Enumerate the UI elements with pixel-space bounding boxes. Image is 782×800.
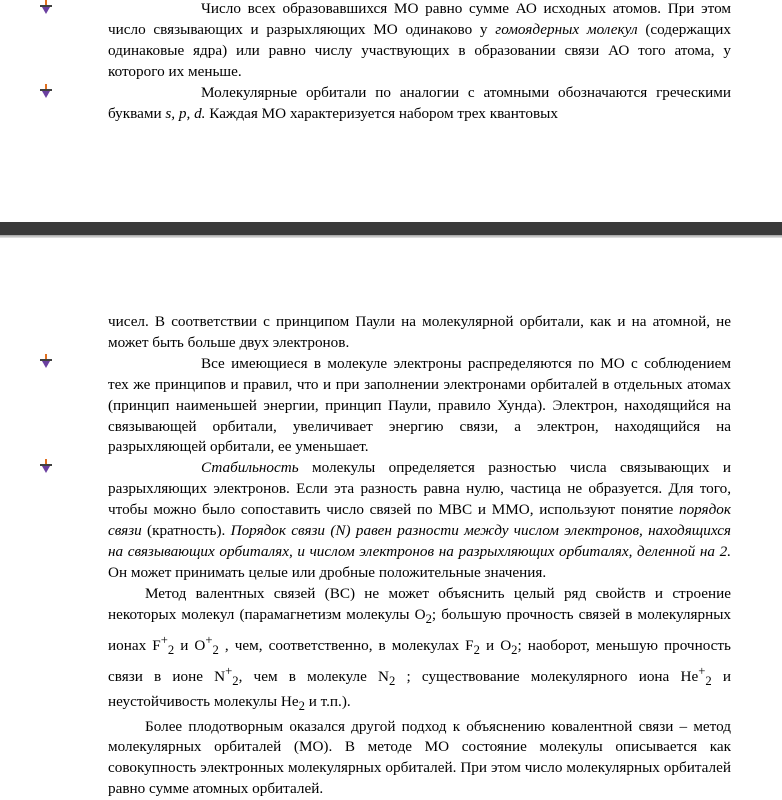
paragraph-mo-notation bbox=[108, 83, 731, 125]
paragraph-text: и O bbox=[174, 636, 206, 654]
paragraph-text: и т.п.). bbox=[304, 692, 351, 710]
italic-term: Стабильность bbox=[201, 459, 299, 477]
italic-term: s, p, d. bbox=[165, 104, 206, 122]
italic-term: гомоядерных молекул bbox=[495, 20, 638, 38]
subscript: 2 bbox=[473, 642, 480, 657]
paragraph-text: Молекулярные орбитали по аналогии с атомными обозначаются греческими буквами bbox=[108, 83, 731, 122]
paragraph-text: (содержащих одинаковые ядра) или равно числу участвующих в образовании связи АО того атома, у которого их меньше. bbox=[108, 20, 732, 80]
paragraph-text: Метод валентных связей (ВС) не может объяснить целый ряд свойств и строение некоторых молекул (парамагнетизм молекулы O bbox=[108, 584, 731, 623]
pushpin-bullet-icon bbox=[39, 0, 53, 16]
paragraph-pauli-continuation: чисел. В соответствии с принципом Паули на молекулярной орбитали, как и на атомной, не может быть больше двух электронов. bbox=[108, 313, 731, 351]
paragraph-text: Число всех образовавшихся МО равно сумме АО исходных атомов. При этом число связывающих и разрыхляющих МО одинаково у bbox=[108, 0, 731, 38]
pushpin-bullet-icon bbox=[39, 459, 53, 475]
paragraph-text: и O bbox=[479, 636, 512, 654]
paragraph-mo-count bbox=[108, 0, 731, 83]
text-block-top bbox=[108, 0, 731, 124]
superscript: + bbox=[225, 663, 233, 678]
subscript: 2 bbox=[298, 698, 305, 713]
paragraph-vb-method bbox=[108, 584, 731, 717]
paragraph-text: ; большую прочность связей в молекулярных ионах F bbox=[108, 605, 731, 654]
subscript: 2 bbox=[232, 673, 239, 688]
paragraph-text: ; существование молекулярного иона He bbox=[395, 667, 699, 685]
paragraph-text: и неустойчивость молекулы He bbox=[108, 667, 731, 710]
subscript: 2 bbox=[705, 673, 712, 688]
paragraph-text: Каждая МО характеризуется набором трех квантовых bbox=[205, 104, 558, 122]
page-break-separator bbox=[0, 222, 782, 238]
italic-term: порядок связи bbox=[108, 501, 731, 540]
pushpin-bullet-icon bbox=[39, 84, 53, 100]
subscript: 2 bbox=[388, 673, 396, 688]
italic-definition: Порядок связи (N) равен разности между числом электронов, находящихся на связывающих орбиталях, и числом электронов на разрыхляющих орбиталях, деленной на 2. bbox=[108, 522, 731, 560]
paragraph-text: ; наоборот, меньшую прочность связи в ионе N bbox=[108, 636, 731, 685]
subscript: 2 bbox=[425, 611, 432, 626]
paragraph-text: , чем в молекуле N bbox=[238, 667, 389, 685]
paragraph-text: , чем, соответственно, в молекулах F bbox=[218, 636, 474, 654]
pushpin-bullet-icon bbox=[39, 354, 53, 370]
paragraph-electron-distribution: Все имеющиеся в молекуле электроны распределяются по МО с соблюдением тех же принципов и правил, что и при заполнении электронами орбиталей в отдельных атомах (принцип наименьшей энергии, принцип Паули, правило Хунда). Электрон, находящийся на связывающей орбитали, увеличивает энергию связи, а электрон, находящийся на разрыхляющей орбитали, ее уменьшает. bbox=[108, 354, 731, 456]
paragraph-text: молекулы определяется разностью числа связывающих и разрыхляющих электронов. Если эта разность равна нулю, частица не образуется. Для того, чтобы можно было сопоставить число связей по МВС и ММО, используют понятие bbox=[108, 459, 731, 519]
paragraph-mo-method: Более плодотворным оказался другой подход к объяснению ковалентной связи – метод молекулярных орбиталей (МО). В методе МО состояние молекулы описывается как совокупность электронных молекулярных орбиталей. При этом число молекулярных орбиталей равно сумме атомных орбиталей. bbox=[108, 717, 731, 798]
text-block-bottom bbox=[108, 312, 731, 800]
document-page-bottom bbox=[0, 238, 782, 796]
paragraph-text: Он может принимать целые или дробные положительные значения. bbox=[108, 563, 547, 581]
page-break-band bbox=[0, 222, 782, 235]
superscript: + bbox=[205, 632, 213, 647]
paragraph-text: (кратность). bbox=[141, 522, 231, 540]
subscript: 2 bbox=[212, 642, 219, 657]
document-page-top bbox=[0, 0, 782, 222]
paragraph-bond-order bbox=[108, 458, 731, 583]
superscript: + bbox=[160, 632, 168, 647]
subscript: 2 bbox=[167, 642, 175, 657]
superscript: + bbox=[698, 663, 706, 678]
subscript: 2 bbox=[511, 642, 518, 657]
